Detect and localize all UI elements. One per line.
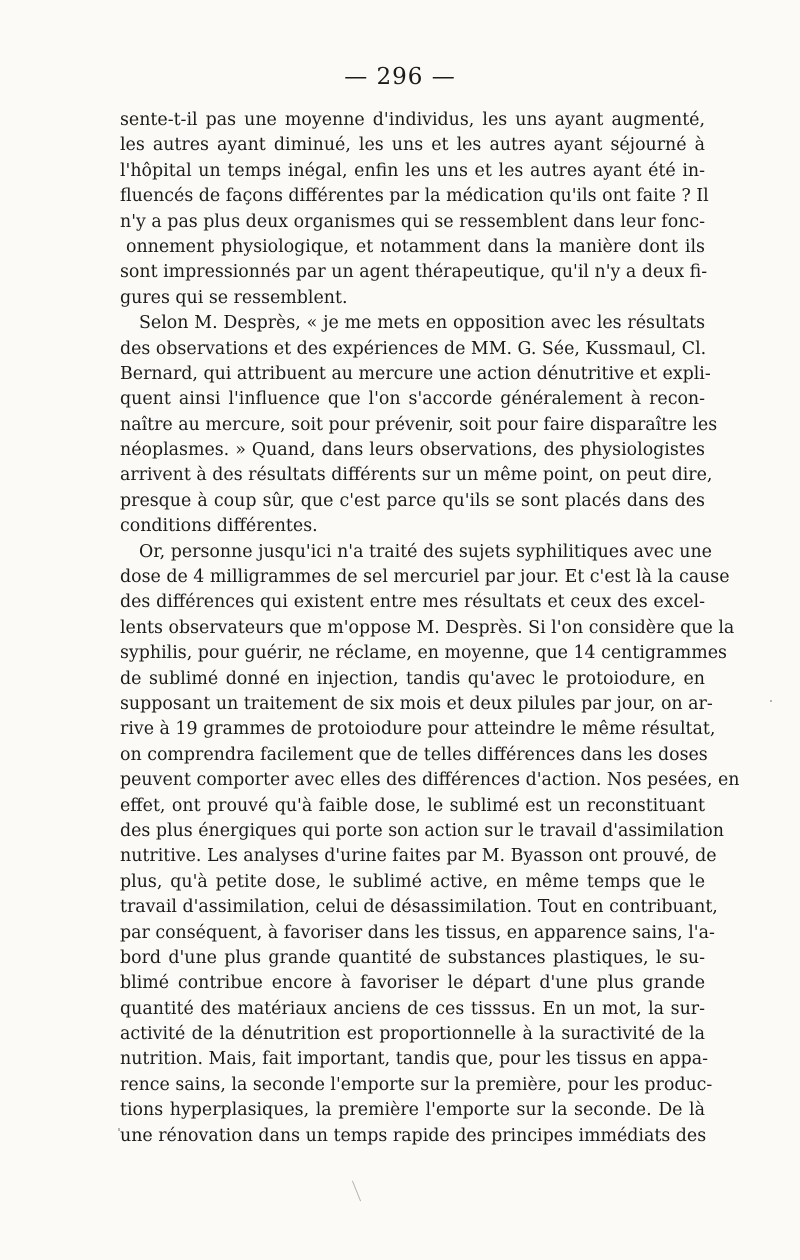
text-line: conditions différentes. (120, 516, 318, 537)
text-line: supposant un traitement de six mois et deux pilules par jour, on ar- (120, 693, 713, 714)
paper-scratch (352, 1181, 361, 1202)
text-line: blimé contribue encore à favoriser le départ d'une plus grande (120, 973, 705, 994)
text-line: peuvent comporter avec elles des différences d'action. Nos pesées, en (120, 770, 740, 791)
text-line: onnement physiologique, et notamment dans la manière dont ils (126, 236, 705, 257)
margin-speck (118, 1128, 120, 1131)
text-line: presque à coup sûr, que c'est parce qu'ils se sont placés dans des (120, 490, 705, 511)
text-line: lents observateurs que m'oppose M. Desprès. Si l'on considère que la (120, 617, 735, 638)
text-line: de sublimé donné en injection, tandis qu'avec le protoiodure, en (120, 668, 705, 689)
text-line: arrivent à des résultats différents sur un même point, on peut dire, (120, 465, 713, 486)
text-line: quantité des matériaux anciens de ces tisssus. En un mot, la sur- (120, 998, 705, 1019)
text-line: gures qui se ressemblent. (120, 287, 348, 308)
text-line: Bernard, qui attribuent au mercure une action dénutritive et expli- (120, 363, 711, 384)
text-line: des plus énergiques qui porte son action sur le travail d'assimilation (120, 820, 724, 841)
body-text (120, 108, 740, 1149)
text-line: plus, qu'à petite dose, le sublimé active, en même temps que le (120, 871, 705, 892)
text-line: travail d'assimilation, celui de désassimilation. Tout en contribuant, (120, 897, 718, 918)
page-number: — 296 — (344, 64, 456, 90)
text-line: n'y a pas plus deux organismes qui se ressemblent dans leur fonc- (120, 211, 705, 232)
text-line: bord d'une plus grande quantité de substances plastiques, le su- (120, 947, 705, 968)
text-line: on comprendra facilement que de telles différences dans les doses (120, 744, 708, 765)
text-line: des différences qui existent entre mes résultats et ceux des excel- (120, 592, 705, 613)
text-line: une rénovation dans un temps rapide des principes immédiats des (120, 1125, 707, 1146)
text-line: effet, ont prouvé qu'à faible dose, le sublimé est un reconstituant (120, 795, 705, 816)
text-line: l'hôpital un temps inégal, enfin les uns et les autres ayant été in- (120, 160, 705, 181)
text-line: nutritive. Les analyses d'urine faites par M. Byasson ont prouvé, de (120, 846, 717, 867)
text-line: rive à 19 grammes de protoiodure pour atteindre le même résultat, (120, 719, 716, 740)
text-line: tions hyperplasiques, la première l'emporte sur la seconde. De là (120, 1100, 705, 1121)
text-line: fluencés de façons différentes par la médication qu'ils ont faite ? Il (120, 186, 709, 207)
text-line: les autres ayant diminué, les uns et les autres ayant séjourné à (120, 135, 705, 156)
text-line: par conséquent, à favoriser dans les tissus, en apparence sains, l'a- (120, 922, 715, 943)
text-line: quent ainsi l'influence que l'on s'accorde généralement à recon- (120, 389, 705, 410)
text-line: rence sains, la seconde l'emporte sur la première, pour les produc- (120, 1074, 713, 1095)
text-line: sente-t-il pas une moyenne d'individus, les uns ayant augmenté, (120, 110, 705, 130)
paragraph-start-line: Or, personne jusqu'ici n'a traité des sujets syphilitiques avec une (139, 541, 712, 562)
text-line: néoplasmes. » Quand, dans leurs observations, des physiologistes (120, 440, 705, 461)
text-line: syphilis, pour guérir, ne réclame, en moyenne, que 14 centigrammes (120, 643, 727, 664)
text-line: activité de la dénutrition est proportionnelle à la suractivité de la (120, 1024, 705, 1045)
text-line: sont impressionnés par un agent thérapeutique, qu'il n'y a deux fi- (120, 262, 708, 283)
text-line: dose de 4 milligrammes de sel mercuriel par jour. Et c'est là la cause (120, 567, 730, 588)
margin-speck (770, 700, 772, 702)
paragraph-start-line: Selon M. Desprès, « je me mets en opposition avec les résultats (139, 313, 705, 334)
text-line: des observations et des expériences de MM. G. Sée, Kussmaul, Cl. (120, 338, 707, 359)
text-line: naître au mercure, soit pour prévenir, soit pour faire disparaître les (120, 414, 718, 435)
text-line: nutrition. Mais, fait important, tandis que, pour les tissus en appa- (120, 1049, 708, 1070)
